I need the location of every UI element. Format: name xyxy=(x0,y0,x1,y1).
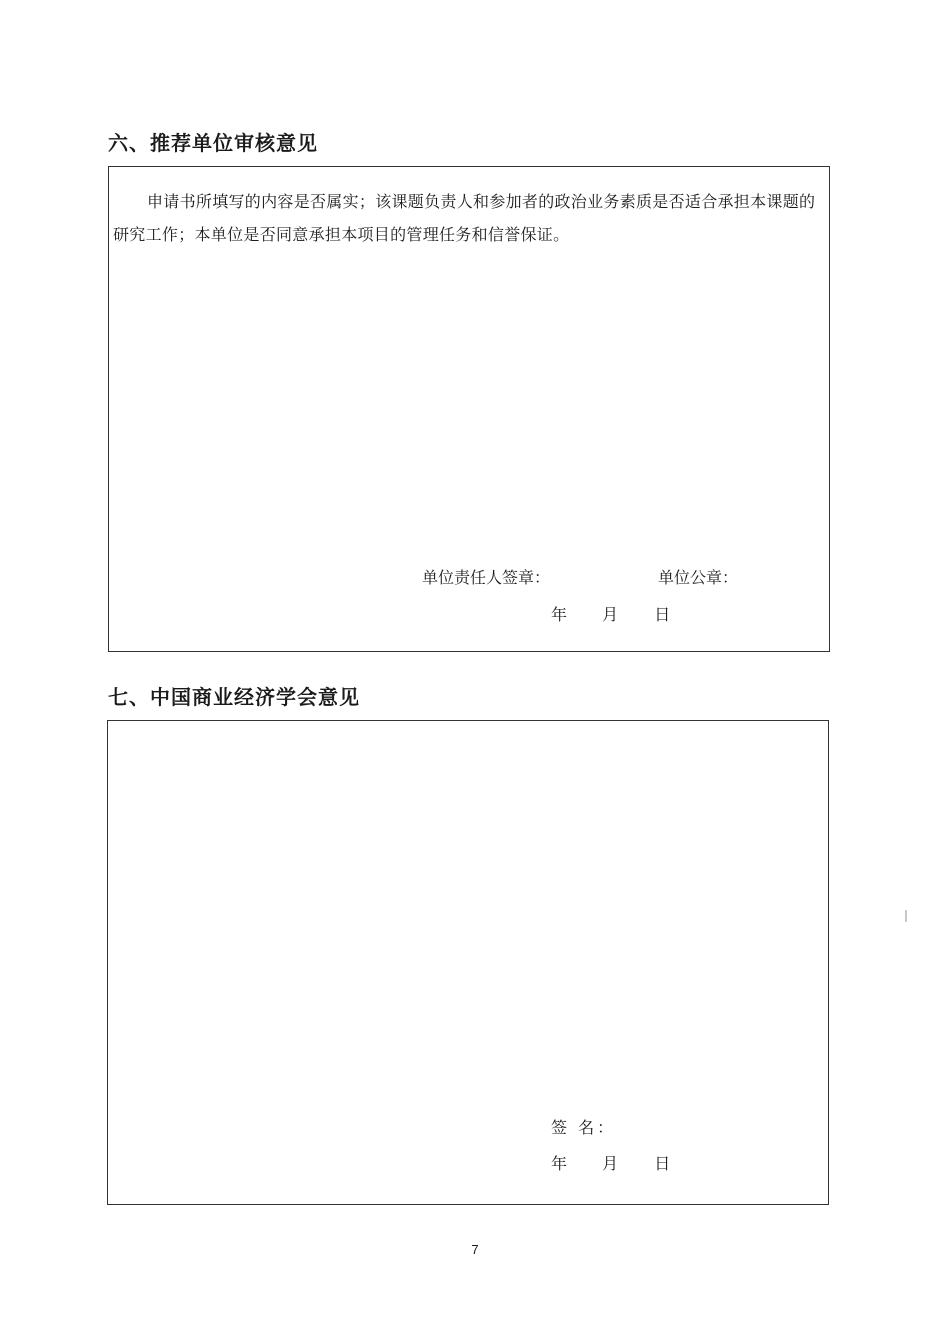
month-label: 月 xyxy=(602,1154,619,1173)
signature-label: 签 名： xyxy=(551,1118,617,1137)
day-label: 日 xyxy=(654,605,671,624)
recommending-unit-opinion-box[interactable] xyxy=(108,166,830,652)
scan-edge-mark xyxy=(905,910,907,922)
section-7-date-row xyxy=(551,1154,670,1174)
association-opinion-box[interactable] xyxy=(107,720,829,1205)
section-6-title: 六、推荐单位审核意见 xyxy=(108,131,318,155)
year-label: 年 xyxy=(551,1154,568,1173)
month-label: 月 xyxy=(602,605,619,624)
review-instruction-text: 申请书所填写的内容是否属实；该课题负责人和参加者的政治业务素质是否适合承担本课题的研究工作；本单位是否同意承担本项目的管理任务和信誉保证。 xyxy=(113,192,816,244)
unit-seal-label: 单位公章： xyxy=(658,568,739,587)
year-label: 年 xyxy=(551,605,568,624)
day-label: 日 xyxy=(654,1154,671,1173)
section-7-title: 七、中国商业经济学会意见 xyxy=(108,685,360,709)
page-number: 7 xyxy=(471,1242,479,1257)
responsible-person-signature-label: 单位责任人签章： xyxy=(422,568,551,587)
section-6-date-row xyxy=(551,605,670,625)
